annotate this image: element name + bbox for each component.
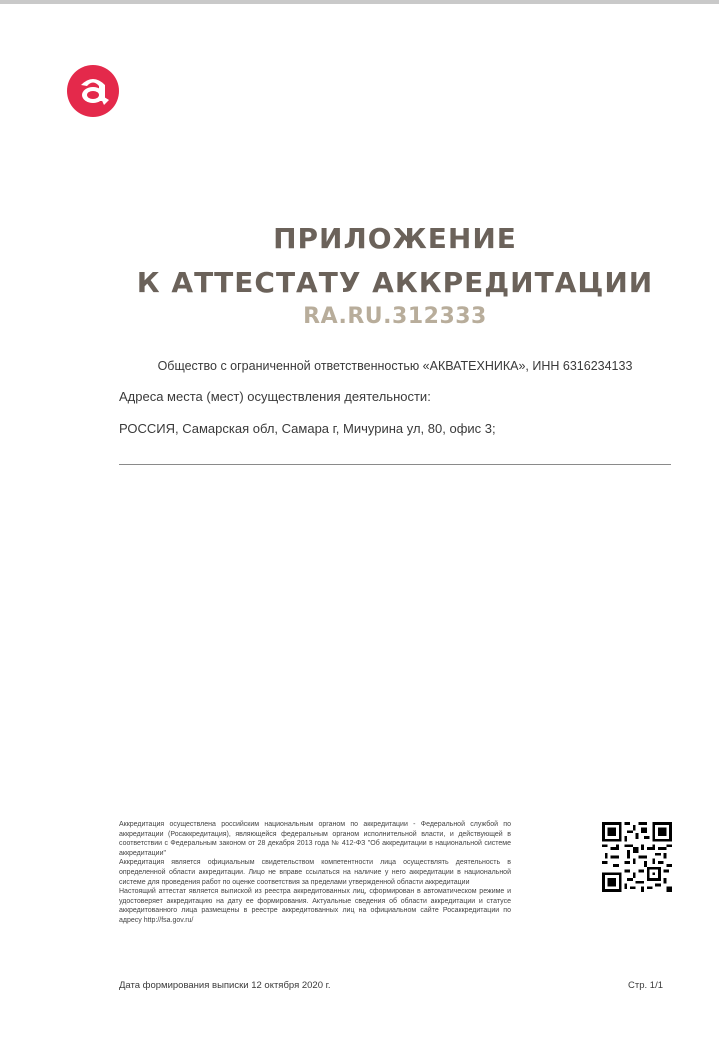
legal-paragraph-2: Аккредитация является официальным свидетельством компетентности лица осуществлять деятельность в определенной области аккредитации. Лицо не вправе ссылаться на наличие у него аккредитации в национальной системе для проведения работ по оценке соответствия за пределами утвержденной области аккредитации <box>119 859 511 886</box>
qr-code-icon <box>602 822 672 892</box>
address-value: РОССИЯ, Самарская обл, Самара г, Мичурина ул, 80, офис 3; <box>119 421 496 436</box>
divider <box>119 464 671 465</box>
top-border <box>0 0 719 4</box>
legal-paragraph-1: Аккредитация осуществлена российским национальным органом по аккредитации - Федеральной службой по аккредитации (Росаккредитация), являющейся федеральным органом исполнительной власти, и действующей в соответствии с Федеральным законом от 28 декабря 2013 года № 412-ФЗ "Об аккредитации в национальной системе аккредитации" <box>119 821 511 857</box>
address-label: Адреса места (мест) осуществления деятельности: <box>119 389 431 404</box>
accreditation-logo-icon <box>66 64 120 118</box>
legal-notice <box>119 820 511 926</box>
generation-date: Дата формирования выписки 12 октября 2020 г. <box>119 980 331 991</box>
registration-number: RA.RU.312333 <box>303 304 487 329</box>
page-title-line2: К АТТЕСТАТУ АККРЕДИТАЦИИ <box>136 266 654 299</box>
page-title-line1: ПРИЛОЖЕНИЕ <box>273 222 517 255</box>
legal-paragraph-3: Настоящий аттестат является выпиской из реестра аккредитованных лиц, сформирован в автоматическом режиме и удостоверяет аккредитацию на дату ее формирования. Актуальные сведения об области аккредитации и статусе аккредитованного лица размещены в реестре аккредитованных лиц на официальном сайте Росаккредитации по адресу http://fsa.gov.ru/ <box>119 888 511 924</box>
page-number: Стр. 1/1 <box>628 980 663 991</box>
organization-name: Общество с ограниченной ответственностью «АКВАТЕХНИКА», ИНН 6316234133 <box>157 359 633 373</box>
